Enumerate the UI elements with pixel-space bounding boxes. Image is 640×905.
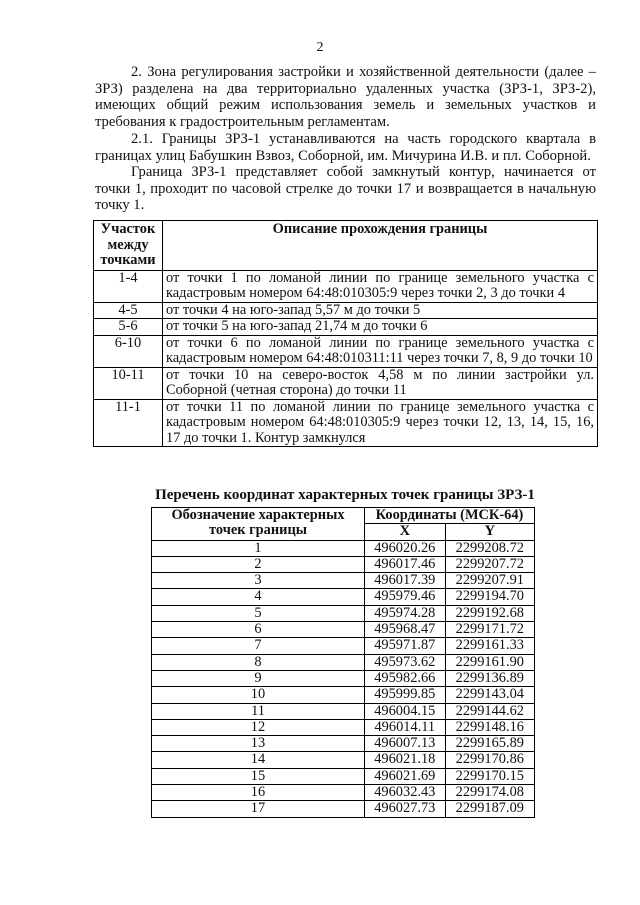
point-number-cell: 10 [152, 687, 365, 703]
point-number-cell: 12 [152, 719, 365, 735]
table-row [94, 335, 598, 367]
coordinates-title: Перечень координат характерных точек границы ЗРЗ-1 [155, 487, 535, 503]
boundary-table-body [94, 270, 598, 447]
coordinate-x-cell: 496007.13 [365, 736, 446, 752]
description-cell: от точки 11 по ломаной линии по границе земельного участка с кадастровым номером 64:48:010305:9 через точки 12, 13, 14, 15, 16, 17 до точки 1. Контур замкнулся [163, 399, 598, 447]
table-row [152, 573, 535, 589]
coordinates-table-body [152, 540, 535, 817]
description-cell: от точки 1 по ломаной линии по границе земельного участка с кадастровым номером 64:48:010305:9 через точки 2, 3 до точки 4 [163, 270, 598, 302]
coordinate-x-cell: 495999.85 [365, 687, 446, 703]
coordinate-x-cell: 496021.69 [365, 768, 446, 784]
segment-cell: 5-6 [94, 319, 163, 336]
coordinate-y-cell: 2299144.62 [445, 703, 534, 719]
coordinate-y-cell: 2299170.86 [445, 752, 534, 768]
point-number-cell: 3 [152, 573, 365, 589]
point-number-cell: 15 [152, 768, 365, 784]
paragraph-zone-description: 2. Зона регулирования застройки и хозяйственной деятельности (далее – ЗРЗ) разделена на два территориально удаленных участка (ЗРЗ-1, ЗРЗ-2), имеющих общий режим использования земель и земельных участков и требования к градостроительным регламентам. [95, 64, 596, 130]
coordinate-x-cell: 496014.11 [365, 719, 446, 735]
coordinate-y-cell: 2299165.89 [445, 736, 534, 752]
table-row [94, 270, 598, 302]
header-x: X [365, 524, 446, 540]
header-coordinates: Координаты (МСК-64) [365, 508, 535, 524]
coordinate-y-cell: 2299207.91 [445, 573, 534, 589]
header-segment: Участок между точками [94, 221, 163, 271]
table-row [152, 540, 535, 556]
coordinate-x-cell: 496032.43 [365, 785, 446, 801]
paragraph-zrz1-contour: Граница ЗРЗ-1 представляет собой замкнутый контур, начинается от точки 1, проходит по часовой стрелке до точки 17 и возвращается в начальную точку 1. [95, 164, 596, 213]
page-number: 2 [316, 40, 324, 55]
segment-cell: 4-5 [94, 302, 163, 319]
table-row [152, 605, 535, 621]
point-number-cell: 16 [152, 785, 365, 801]
description-cell: от точки 10 на северо-восток 4,58 м по линии застройки ул. Соборной (четная сторона) до точки 11 [163, 367, 598, 399]
coordinate-x-cell: 496027.73 [365, 801, 446, 817]
coordinate-y-cell: 2299174.08 [445, 785, 534, 801]
segment-cell: 10-11 [94, 367, 163, 399]
point-number-cell: 1 [152, 540, 365, 556]
table-row [152, 556, 535, 572]
coordinate-y-cell: 2299208.72 [445, 540, 534, 556]
table-row [152, 638, 535, 654]
table-row [152, 752, 535, 768]
point-number-cell: 4 [152, 589, 365, 605]
coordinate-x-cell: 496021.18 [365, 752, 446, 768]
segment-cell: 1-4 [94, 270, 163, 302]
boundary-description-table [93, 220, 598, 447]
table-row [94, 319, 598, 336]
table-row [94, 399, 598, 447]
coordinate-y-cell: 2299192.68 [445, 605, 534, 621]
coordinate-y-cell: 2299161.33 [445, 638, 534, 654]
header-description: Описание прохождения границы [163, 221, 598, 271]
coordinate-y-cell: 2299194.70 [445, 589, 534, 605]
coordinate-x-cell: 496020.26 [365, 540, 446, 556]
coordinate-y-cell: 2299148.16 [445, 719, 534, 735]
point-number-cell: 6 [152, 622, 365, 638]
header-points: Обозначение характерных точек границы [152, 508, 365, 541]
table-row [152, 654, 535, 670]
coordinate-y-cell: 2299207.72 [445, 556, 534, 572]
segment-cell: 11-1 [94, 399, 163, 447]
point-number-cell: 7 [152, 638, 365, 654]
table-row [152, 736, 535, 752]
segment-cell: 6-10 [94, 335, 163, 367]
coordinate-x-cell: 495973.62 [365, 654, 446, 670]
table-row [152, 719, 535, 735]
description-cell: от точки 6 по ломаной линии по границе земельного участка с кадастровым номером 64:48:010311:11 через точки 7, 8, 9 до точки 10 [163, 335, 598, 367]
table-row [152, 622, 535, 638]
description-cell: от точки 4 на юго-запад 5,57 м до точки 5 [163, 302, 598, 319]
boundary-table-header-row [94, 221, 598, 271]
coordinates-table [151, 507, 535, 818]
description-cell: от точки 5 на юго-запад 21,74 м до точки 6 [163, 319, 598, 336]
coordinate-x-cell: 495974.28 [365, 605, 446, 621]
coordinate-x-cell: 496017.39 [365, 573, 446, 589]
table-row [152, 801, 535, 817]
paragraph-zrz1-bounds: 2.1. Границы ЗРЗ-1 устанавливаются на часть городского квартала в границах улиц Бабушкин Взвоз, Соборной, им. Мичурина И.В. и пл. Соборной. [95, 131, 596, 164]
coords-header-row-1 [152, 508, 535, 524]
coordinate-y-cell: 2299136.89 [445, 670, 534, 686]
point-number-cell: 14 [152, 752, 365, 768]
coordinate-x-cell: 496017.46 [365, 556, 446, 572]
table-row [152, 703, 535, 719]
table-row [94, 302, 598, 319]
header-y: Y [445, 524, 534, 540]
coordinate-y-cell: 2299161.90 [445, 654, 534, 670]
point-number-cell: 13 [152, 736, 365, 752]
coordinate-x-cell: 495979.46 [365, 589, 446, 605]
table-row [152, 670, 535, 686]
coordinate-y-cell: 2299170.15 [445, 768, 534, 784]
table-row [152, 785, 535, 801]
point-number-cell: 11 [152, 703, 365, 719]
coordinate-x-cell: 495968.47 [365, 622, 446, 638]
coordinate-y-cell: 2299187.09 [445, 801, 534, 817]
coordinate-x-cell: 495971.87 [365, 638, 446, 654]
point-number-cell: 17 [152, 801, 365, 817]
point-number-cell: 8 [152, 654, 365, 670]
point-number-cell: 2 [152, 556, 365, 572]
coordinate-y-cell: 2299171.72 [445, 622, 534, 638]
coordinate-x-cell: 495982.66 [365, 670, 446, 686]
table-row [94, 367, 598, 399]
table-row [152, 768, 535, 784]
point-number-cell: 9 [152, 670, 365, 686]
coordinate-y-cell: 2299143.04 [445, 687, 534, 703]
coordinate-x-cell: 496004.15 [365, 703, 446, 719]
table-row [152, 589, 535, 605]
table-row [152, 687, 535, 703]
point-number-cell: 5 [152, 605, 365, 621]
